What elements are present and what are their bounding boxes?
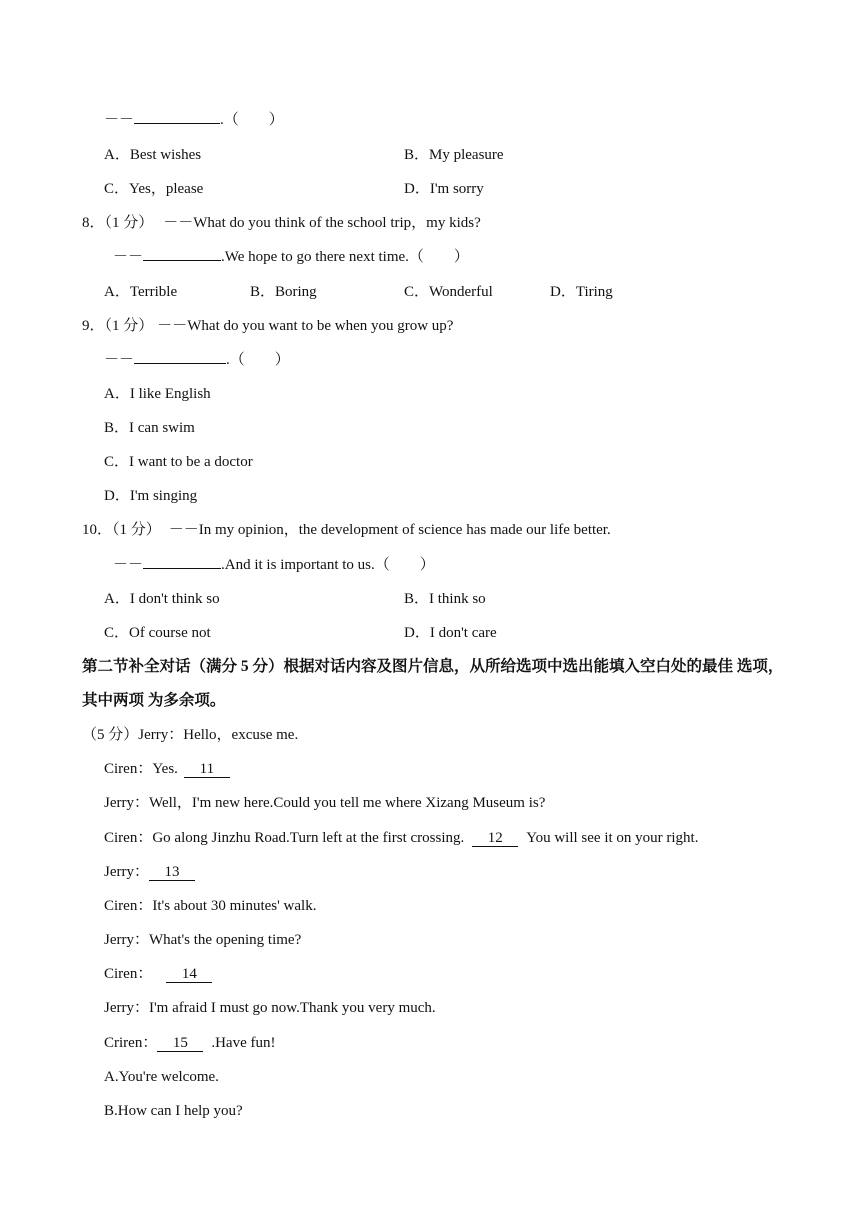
dialogue-line-12: Ciren：Go along Jinzhu Road.Turn left at the first crossing. 12 You will see it on your right. bbox=[104, 830, 699, 846]
question-text: －－In my opinion，the development of science has made our life better. bbox=[168, 522, 611, 538]
q10-question bbox=[82, 520, 611, 540]
question-number: 8．（1 分） bbox=[82, 215, 154, 231]
dialogue-blank: 15 bbox=[157, 1035, 203, 1052]
answer-blank bbox=[134, 123, 220, 124]
q9-option-d: D．I'm singing bbox=[104, 488, 198, 504]
q7-option-d: D．I'm sorry bbox=[404, 181, 484, 197]
dialogue-blank: 14 bbox=[166, 966, 212, 983]
dialogue-blank: 13 bbox=[149, 864, 195, 881]
question-text: －－What do you think of the school trip，my kids? bbox=[163, 215, 481, 231]
q8-option-c: C．Wonderful bbox=[404, 284, 493, 300]
question-text: －－What do you want to be when you grow up? bbox=[157, 318, 454, 334]
dialogue-blank: 12 bbox=[472, 830, 518, 847]
q10-option-b: B．I think so bbox=[404, 591, 486, 607]
section-heading-line1: 第二节补全对话（满分 5 分）根据对话内容及图片信息，从所给选项中选出能填入空白处的最佳 选项， bbox=[82, 658, 784, 675]
answer-suffix: .（ ） bbox=[220, 112, 284, 128]
answer-blank bbox=[134, 363, 226, 364]
dialogue-line-13: Jerry： 13 bbox=[104, 862, 195, 882]
answer-blank bbox=[143, 568, 221, 569]
q7-option-b: B．My pleasure bbox=[404, 147, 504, 163]
q8-question bbox=[82, 213, 481, 233]
choice-a: A.You're welcome. bbox=[104, 1069, 219, 1085]
q9-option-c: C．I want to be a doctor bbox=[104, 454, 253, 470]
section-heading-line2: 其中两项 为多余项。 bbox=[82, 692, 226, 709]
answer-prefix: －－ bbox=[104, 112, 135, 128]
q8-option-b: B．Boring bbox=[250, 284, 317, 300]
dialogue-line-5: Ciren：It's about 30 minutes' walk. bbox=[104, 898, 317, 914]
dialogue-line-14: Ciren： 14 bbox=[104, 964, 212, 984]
q8-option-a: A．Terrible bbox=[104, 284, 178, 300]
q7-answer-line bbox=[104, 110, 284, 130]
q10-option-a: A．I don't think so bbox=[104, 591, 220, 607]
q7-option-c: C．Yes，please bbox=[104, 181, 204, 197]
dialogue-intro: （5 分）Jerry：Hello，excuse me. bbox=[82, 727, 299, 743]
answer-blank bbox=[143, 260, 221, 261]
dialogue-line-15: Criren： 15 .Have fun! bbox=[104, 1035, 276, 1051]
q9-answer-line: －－ .（ ） bbox=[104, 352, 290, 368]
dialogue-line-6: Jerry：What's the opening time? bbox=[104, 932, 302, 948]
q8-option-d: D．Tiring bbox=[550, 284, 613, 300]
choice-b: B.How can I help you? bbox=[104, 1103, 243, 1119]
q7-option-a: A．Best wishes bbox=[104, 147, 202, 163]
q10-answer-line: －－ .And it is important to us.（ ） bbox=[113, 557, 435, 573]
q9-option-b: B．I can swim bbox=[104, 420, 195, 436]
q10-option-d: D．I don't care bbox=[404, 625, 497, 641]
q9-option-a: A．I like English bbox=[104, 386, 211, 402]
dialogue-line-8: Jerry：I'm afraid I must go now.Thank you very much. bbox=[104, 1000, 436, 1016]
question-number: 9．（1 分） bbox=[82, 318, 154, 334]
q8-answer-line: －－ .We hope to go there next time.（ ） bbox=[113, 249, 469, 265]
question-number: 10．（1 分） bbox=[82, 522, 161, 538]
q9-question bbox=[82, 316, 453, 336]
dialogue-line-11: Ciren：Yes. 11 bbox=[104, 759, 230, 779]
dialogue-blank: 11 bbox=[184, 761, 230, 778]
dialogue-line-2: Jerry：Well，I'm new here.Could you tell me where Xizang Museum is? bbox=[104, 795, 546, 811]
q10-option-c: C．Of course not bbox=[104, 625, 211, 641]
